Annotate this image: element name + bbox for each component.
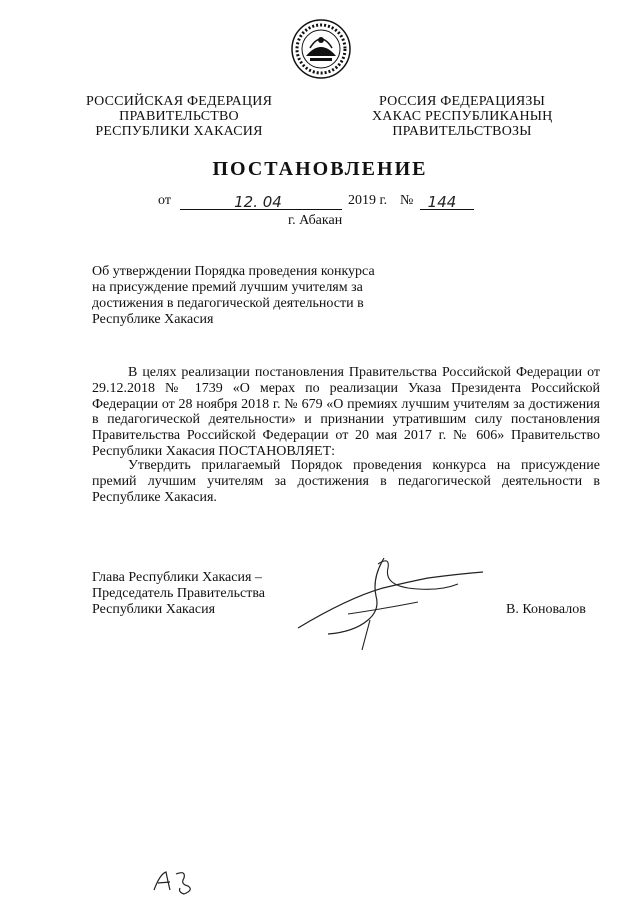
signatory-title-line: Председатель Правительства	[92, 586, 265, 601]
signatory-name: В. Коновалов	[506, 602, 586, 617]
header-left-line: РОССИЙСКАЯ ФЕДЕРАЦИЯ	[86, 94, 273, 109]
header-left-line: ПРАВИТЕЛЬСТВО	[119, 109, 239, 124]
header-right-line: РОССИЯ ФЕДЕРАЦИЯЗЫ	[378, 94, 546, 109]
handwritten-initials-icon	[150, 868, 198, 896]
signatory-title	[92, 570, 265, 618]
header-right-line: ПРАВИТЕЛЬСТВОЗЫ	[392, 124, 532, 139]
signatory-title-line: Глава Республики Хакасия –	[92, 570, 262, 585]
year-label: 2019 г.	[348, 193, 388, 208]
body-paragraph-preamble: В целях реализации постановления Правительства Российской Федерации от 29.12.2018 № 1739 «О мерах по реализации Указа Президента Российской Федерации от 28 ноября 2018 г. № 679 «О премиях лучшим учителям за достижения в педагогической деятельности» и признании утратившим силу постановления Правительства Российской Федерации от 20 мая 2017 г. № 606» Правительство Республики Хакасия ПОСТАНОВЛЯЕТ:	[92, 365, 600, 459]
number-handwritten: 144	[427, 193, 457, 211]
document-title: ПОСТАНОВЛЕНИЕ	[212, 158, 428, 180]
handwritten-signature-icon	[288, 548, 488, 658]
document-subject	[92, 264, 380, 328]
coat-of-arms-emblem-icon	[290, 18, 352, 80]
subject-line: Республике Хакасия	[92, 312, 214, 327]
city-label: г. Абакан	[288, 213, 343, 228]
date-handwritten: 12. 04	[234, 193, 282, 211]
header-left	[86, 94, 272, 139]
header-left-line: РЕСПУБЛИКИ ХАКАСИЯ	[95, 124, 263, 139]
date-prefix: от	[158, 193, 171, 208]
header-right	[372, 94, 552, 139]
subject-line: на присуждение премий лучшим учителям за	[92, 280, 363, 295]
subject-line: достижения в педагогической деятельности в	[92, 296, 364, 311]
number-sign: №	[400, 193, 414, 208]
subject-line: Об утверждении Порядка проведения конкурса	[92, 264, 375, 279]
header-right-line: ХАКАС РЕСПУБЛИКАНЫҢ	[372, 109, 553, 124]
signatory-title-line: Республики Хакасия	[92, 602, 216, 617]
body-paragraph-resolution: Утвердить прилагаемый Порядок проведения конкурса на присуждение премий лучшим учителям за достижения в педагогической деятельности в Республике Хакасия.	[92, 458, 600, 505]
